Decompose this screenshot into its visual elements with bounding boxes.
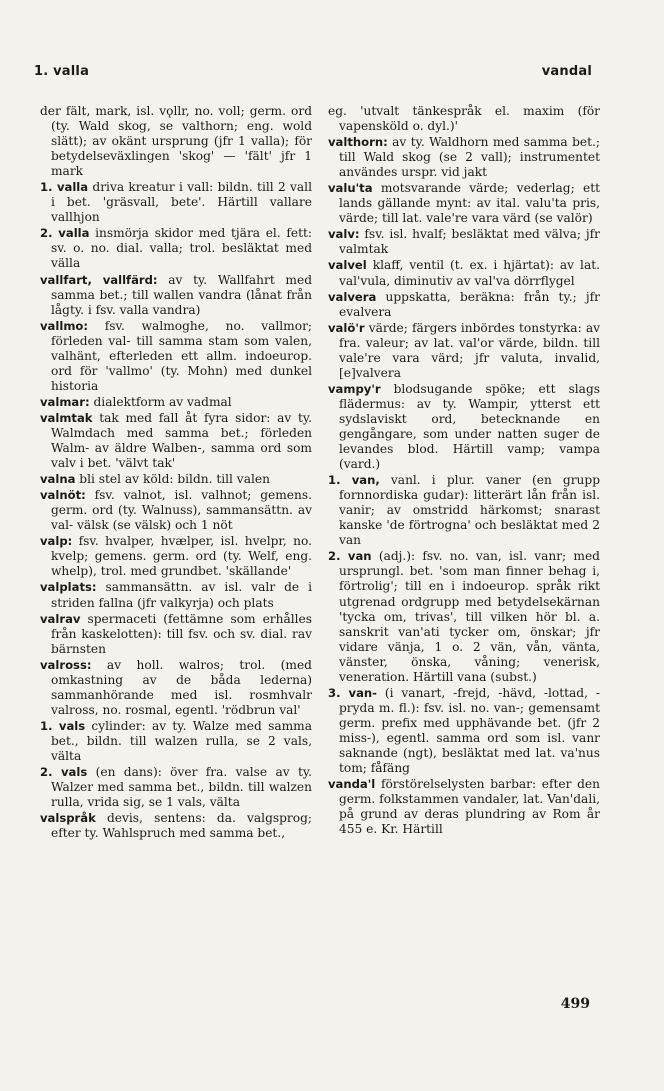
dictionary-entry: [328, 473, 600, 548]
entry-headword: vampy'r: [328, 381, 381, 396]
entry-headword: valv:: [328, 227, 360, 242]
entry-text: (en dans): över fra. valse av ty. Walzer med samma bet., bildn. till walzen rulla, vrida sig, se 1 vals, välta: [51, 765, 312, 810]
entry-headword: 1. valla: [40, 180, 89, 195]
dictionary-entry: [328, 777, 600, 837]
entry-text: (i vanart, -frejd, -hävd, -lottad, -pryda m. fl.): fsv. isl. no. van-; gemensamt germ. prefix med upphävande bet. (jfr 2 miss-), egentl. samma ord som isl. vanr saknande (ngt), besläktat med lat. va'nus tom; fåfäng: [339, 685, 600, 776]
entry-text: eg. 'utvalt tänkespråk el. maxim (för vapensköld o. dyl.)': [328, 104, 600, 134]
dictionary-entry: [40, 319, 312, 394]
dictionary-entry: [40, 273, 312, 318]
left-column: [40, 104, 312, 842]
entry-text: av ty. Waldhorn med samma bet.; till Wald skog (se 2 vall); instrumentet användes urspr. vid jakt: [339, 135, 600, 180]
entry-headword: vallfart, vallfärd:: [40, 272, 158, 287]
dictionary-entry: [40, 395, 312, 410]
entry-headword: valplats:: [40, 580, 97, 595]
dictionary-entry: [40, 488, 312, 533]
entry-text: klaff, ventil (t. ex. i hjärtat): av lat. val'vula, diminutiv av val'va dörrflygel: [339, 258, 600, 288]
dictionary-entry: [328, 686, 600, 776]
dictionary-entry: [328, 181, 600, 226]
entry-headword: valmar:: [40, 394, 90, 409]
entry-headword: vanda'l: [328, 777, 376, 792]
dictionary-entry: [40, 580, 312, 610]
entry-text: dialektform av vadmal: [89, 394, 232, 409]
entry-text: spermaceti (fettämne som erhålles från kaskelotten): till fsv. och sv. dial. rav bärnsten: [51, 611, 312, 656]
dictionary-entry: [328, 549, 600, 684]
entry-headword: valna: [40, 472, 76, 487]
entry-text: (adj.): fsv. no. van, isl. vanr; med ursprungl. bet. 'som man finner behag i, förtrolig'; till en i indoeurop. språk rikt utgrenad ordgrupp med betydelsekärnan 'tycka om, trivas', till vilken hör bl. a. sanskrit van'ati tycker om, önskar; jfr vidare vänja, 1 o. 2 vän, vån, vänta, vänster, önska, våning; venerisk, veneration. Härtill vana (subst.): [339, 549, 600, 684]
entry-text: tak med fall åt fyra sidor: av ty. Walmdach med samma bet.; förleden Walm- av äldre Walben-, samma ord som valv i bet. 'välvt tak': [51, 410, 312, 471]
entry-headword: 1. van,: [328, 473, 380, 488]
entry-text: av ty. Wallfahrt med samma bet.; till wallen vandra (lånat från lågty. i fsv. valla vandra): [51, 272, 312, 317]
dictionary-entry: [328, 104, 600, 134]
entry-headword: valö'r: [328, 320, 365, 335]
dictionary-entry: [328, 227, 600, 257]
entry-headword: valspråk: [40, 811, 96, 826]
entry-headword: valvera: [328, 289, 377, 304]
entry-text: insmörja skidor med tjära el. fett: sv. o. no. dial. valla; trol. besläktat med välla: [51, 226, 312, 271]
dictionary-entry: [40, 534, 312, 579]
entry-text: fsv. valnot, isl. valhnot; gemens. germ. ord (ty. Walnuss), sammansättn. av val- välsk (se välsk) och 1 nöt: [51, 488, 312, 533]
dictionary-entry: [40, 765, 312, 810]
dictionary-entry: [40, 104, 312, 179]
entry-text: driva kreatur i vall: bildn. till 2 vall i bet. 'gräsvall, bete'. Härtill vallare vallhjon: [51, 180, 312, 225]
entry-text: vanl. i plur. vaner (en grupp fornnordiska gudar): litterärt lån från isl. vanir; av omstridd härkomst; snarast kanske 'de förtrogna' och besläktat med 2 van: [339, 473, 601, 548]
dictionary-entry: [328, 258, 600, 288]
entry-text: uppskatta, beräkna: från ty.; jfr evalvera: [339, 289, 600, 319]
entry-headword: valmtak: [40, 410, 93, 425]
entry-text: värde; färgers inbördes tonstyrka: av fra. valeur; av lat. val'or värde, bildn. till vale're vara värd; jfr valuta, invalid, [e]valvera: [339, 320, 600, 380]
running-head-left: 1. valla: [34, 64, 90, 79]
entry-headword: 2. valla: [40, 226, 90, 241]
entry-headword: 3. van-: [328, 685, 377, 700]
entry-text: förstörelselysten barbar: efter den germ. folkstammen vandaler, lat. Van'dali, på grund av deras plundring av Rom år 455 e. Kr. Härtill: [339, 777, 600, 837]
dictionary-entry: [40, 719, 312, 764]
entry-text: bli stel av köld: bildn. till valen: [75, 472, 270, 487]
dictionary-entry: [40, 658, 312, 718]
entry-text: fsv. walmoghe, no. vallmor; förleden val- till samma stam som valen, valhänt, efterleden ett allm. indoeurop. ord för 'vallmo' (ty. Mohn) med dunkel historia: [51, 318, 312, 393]
dictionary-entry: [328, 135, 600, 180]
entry-headword: valp:: [40, 534, 73, 549]
entry-headword: 1. vals: [40, 718, 86, 733]
dictionary-entry: [40, 180, 312, 225]
entry-text: sammansättn. av isl. valr de i striden fallna (jfr valkyrja) och plats: [51, 580, 312, 610]
entry-headword: valvel: [328, 258, 367, 273]
entry-text: der fält, mark, isl. vǫllr, no. voll; germ. ord (ty. Wald skog, se valthorn; eng. wold slätt); av okänt ursprung (jfr 1 valla); för betydelseväxlingen 'skog' — 'fält' jfr 1 mark: [40, 104, 312, 179]
entry-headword: valrav: [40, 611, 81, 626]
entry-headword: valu'ta: [328, 181, 373, 196]
entry-headword: valthorn:: [328, 135, 388, 150]
entry-text: av holl. walros; trol. (med omkastning av de båda lederna) sammanhörande med isl. rosmhvalr valross, no. rosmal, egentl. 'rödbrun val': [51, 657, 312, 717]
entry-headword: valnöt:: [40, 488, 86, 503]
entry-text: blodsugande spöke; ett slags flädermus: av ty. Wampir, ytterst ett sydslaviskt ord, betecknande en gengångare, som under natten suger de levandes blod. Härtill vamp; vampa (vard.): [339, 381, 600, 472]
entry-headword: valross:: [40, 657, 92, 672]
entry-text: fsv. hvalper, hvælper, isl. hvelpr, no. kvelp; gemens. germ. ord (ty. Welf, eng. whelp), trol. med grundbet. 'skällande': [51, 534, 312, 579]
entry-text: motsvarande värde; vederlag; ett lands gällande mynt: av ital. valu'ta pris, värde; till lat. vale're vara värd (se valör): [339, 181, 600, 226]
dictionary-entry: [328, 321, 600, 381]
entry-headword: 2. van: [328, 549, 372, 564]
dictionary-entry: [40, 612, 312, 657]
entry-text: fsv. isl. hvalf; besläktat med välva; jfr valmtak: [339, 227, 600, 257]
running-head-right: vandal: [541, 64, 592, 79]
right-column: [328, 104, 600, 838]
entry-text: cylinder: av ty. Walze med samma bet., bildn. till walzen rulla, se 2 vals, välta: [51, 718, 312, 763]
dictionary-entry: [40, 472, 312, 487]
dictionary-entry: [40, 411, 312, 471]
entry-headword: 2. vals: [40, 765, 88, 780]
entry-headword: vallmo:: [40, 318, 89, 333]
dictionary-entry: [328, 382, 600, 472]
dictionary-entry: [40, 811, 312, 841]
entry-text: devis, sentens: da. valgsprog; efter ty. Wahlspruch med samma bet.,: [51, 811, 312, 841]
dictionary-entry: [40, 226, 312, 271]
page-number: 499: [560, 996, 590, 1012]
dictionary-entry: [328, 290, 600, 320]
